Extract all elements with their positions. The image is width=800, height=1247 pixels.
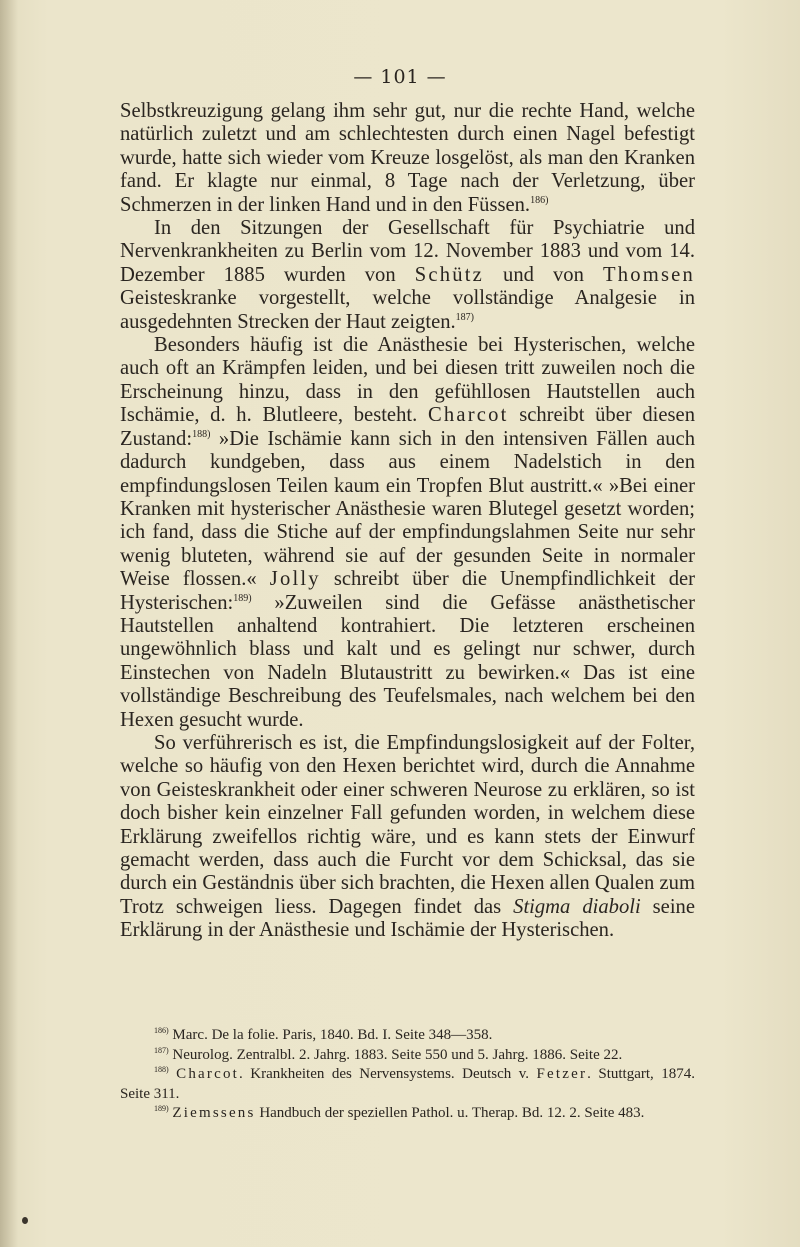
spaced-name: Charcot: [427, 404, 509, 427]
text-run: Marc. De la folie. Paris, 1840. Bd. I. Seite 348—358.: [168, 1027, 493, 1043]
text-run: Geisteskranke vorgestellt, welche vollständige Analgesie in ausgedehnten Strecken der Haut zeigten.: [120, 287, 695, 333]
text-run: Neurolog. Zentralbl. 2. Jahrg. 1883. Seite 550 und 5. Jahrg. 1886. Seite 22.: [168, 1046, 623, 1063]
binding-shadow: [0, 0, 18, 1247]
text-run: schreibt über die Unempfindlichkeit der Hysterischen:: [120, 568, 695, 614]
footnote-ref: 186): [154, 1026, 169, 1035]
text-run: So verführerisch es ist, die Empfindungslosigkeit auf der Folter, welche so häufig von den Hexen berichtet wird, durch die Annahme von Geisteskrankheit oder einer schweren Neurose zu erklären, so ist doch bisher kein einzelner Fall gefunden worden, in welchem diese Erklärung zweifellos richtig wäre, und es kann stets der Einwurf gemacht werden, dass auch die Furcht vor dem Schicksal, das sie durch ein Geständnis über sich brachten, die Hexen allen Qualen zum Trotz schweigen liess. Dagegen findet das: [120, 731, 695, 918]
footnote: [120, 1046, 695, 1066]
ink-dot: [22, 1217, 28, 1224]
text-run: Selbstkreuzigung gelang ihm sehr gut, nur die rechte Hand, welche natürlich zuletzt und am schlechtesten durch einen Nagel befestigt wurde, hatte sich wieder vom Kreuze losgelöst, als man den Kranken fand. Er klagte nur einmal, 8 Tage nach der Verletzung, über Schmerzen in der linken Hand und in den Füssen.: [120, 100, 695, 216]
body-text: [120, 100, 695, 943]
text-run: Besonders häufig ist die Anästhesie bei Hysterischen, welche auch oft an Krämpfen leiden, und bei diesen tritt zuweilen noch die Erscheinung hinzu, dass in den gefühllosen Hautstellen auch Ischämie, d. h. Blutleere, besteht.: [120, 334, 695, 427]
spaced-name: Fetzer: [536, 1066, 588, 1082]
text-run: und von: [483, 263, 603, 286]
text-run: »Die Ischämie kann sich in den intensiven Fällen auch dadurch kundgeben, dass aus einem Nadelstich in den empfindungslosen Teilen kaum ein Tropfen Blut austritt.« »Bei einer Kranken mit hysterischer Anästhesie waren Blutegel gesetzt worden; ich fand, dass die Stiche auf der empfindungslahmen Seite nur sehr wenig bluteten, während sie auf der gesunden Seite in normaler Weise flossen.«: [120, 427, 695, 591]
paragraph: [120, 100, 695, 217]
footnote: [120, 1104, 695, 1124]
spaced-name: Schütz: [414, 263, 484, 286]
spaced-name: Ziemssens: [172, 1105, 256, 1121]
footnote-ref: 186): [530, 194, 549, 206]
spaced-name: Thomsen: [602, 263, 695, 286]
footnote-ref: 187): [154, 1045, 169, 1055]
spaced-name: Jolly: [269, 568, 321, 591]
text-run: In den Sitzungen der Gesellschaft für Psychiatrie und Nervenkrankheiten zu Berlin vom 12. November 1883 und vom 14. Dezember 1885 wurden von: [120, 217, 695, 286]
text-run: . Stuttgart, 1874. Seite 311.: [120, 1066, 696, 1102]
page-number: — 101 —: [353, 66, 447, 88]
footnote: [120, 1026, 695, 1046]
text-run: seine Erklärung in der Anästhesie und Ischämie der Hysterischen.: [120, 895, 695, 942]
footnote: [120, 1065, 695, 1104]
text-run: . Krankheiten des Nervensystems. Deutsch v.: [239, 1066, 537, 1082]
text-run: Handbuch der speziellen Pathol. u. Therap. Bd. 12. 2. Seite 483.: [255, 1105, 645, 1121]
italic-term: Stigma diaboli: [513, 895, 641, 918]
footnote-ref: 189): [233, 592, 252, 604]
paragraph: [120, 334, 695, 732]
paragraph: [120, 732, 695, 943]
footnote-ref: 189): [154, 1104, 169, 1113]
footnote-ref: 187): [455, 311, 474, 323]
text-run: »Zuweilen sind die Gefässe anästhetischer Hautstellen anhaltend kontrahiert. Die letzteren erscheinen ungewöhnlich blass und kalt und es gelingt nur schwer, durch Einstechen von Nadeln Blutaustritt zu bewirken.« Das ist eine vollständige Beschreibung des Teufelsmales, nach welchem bei den Hexen gesucht wurde.: [120, 591, 695, 731]
spaced-name: Charcot: [176, 1066, 240, 1082]
paragraph: [120, 217, 695, 334]
footnote-ref: 188): [154, 1065, 169, 1074]
text-run: schreibt über diesen Zustand:: [120, 404, 695, 450]
footnotes: [120, 1026, 695, 1124]
footnote-ref: 188): [192, 428, 211, 440]
